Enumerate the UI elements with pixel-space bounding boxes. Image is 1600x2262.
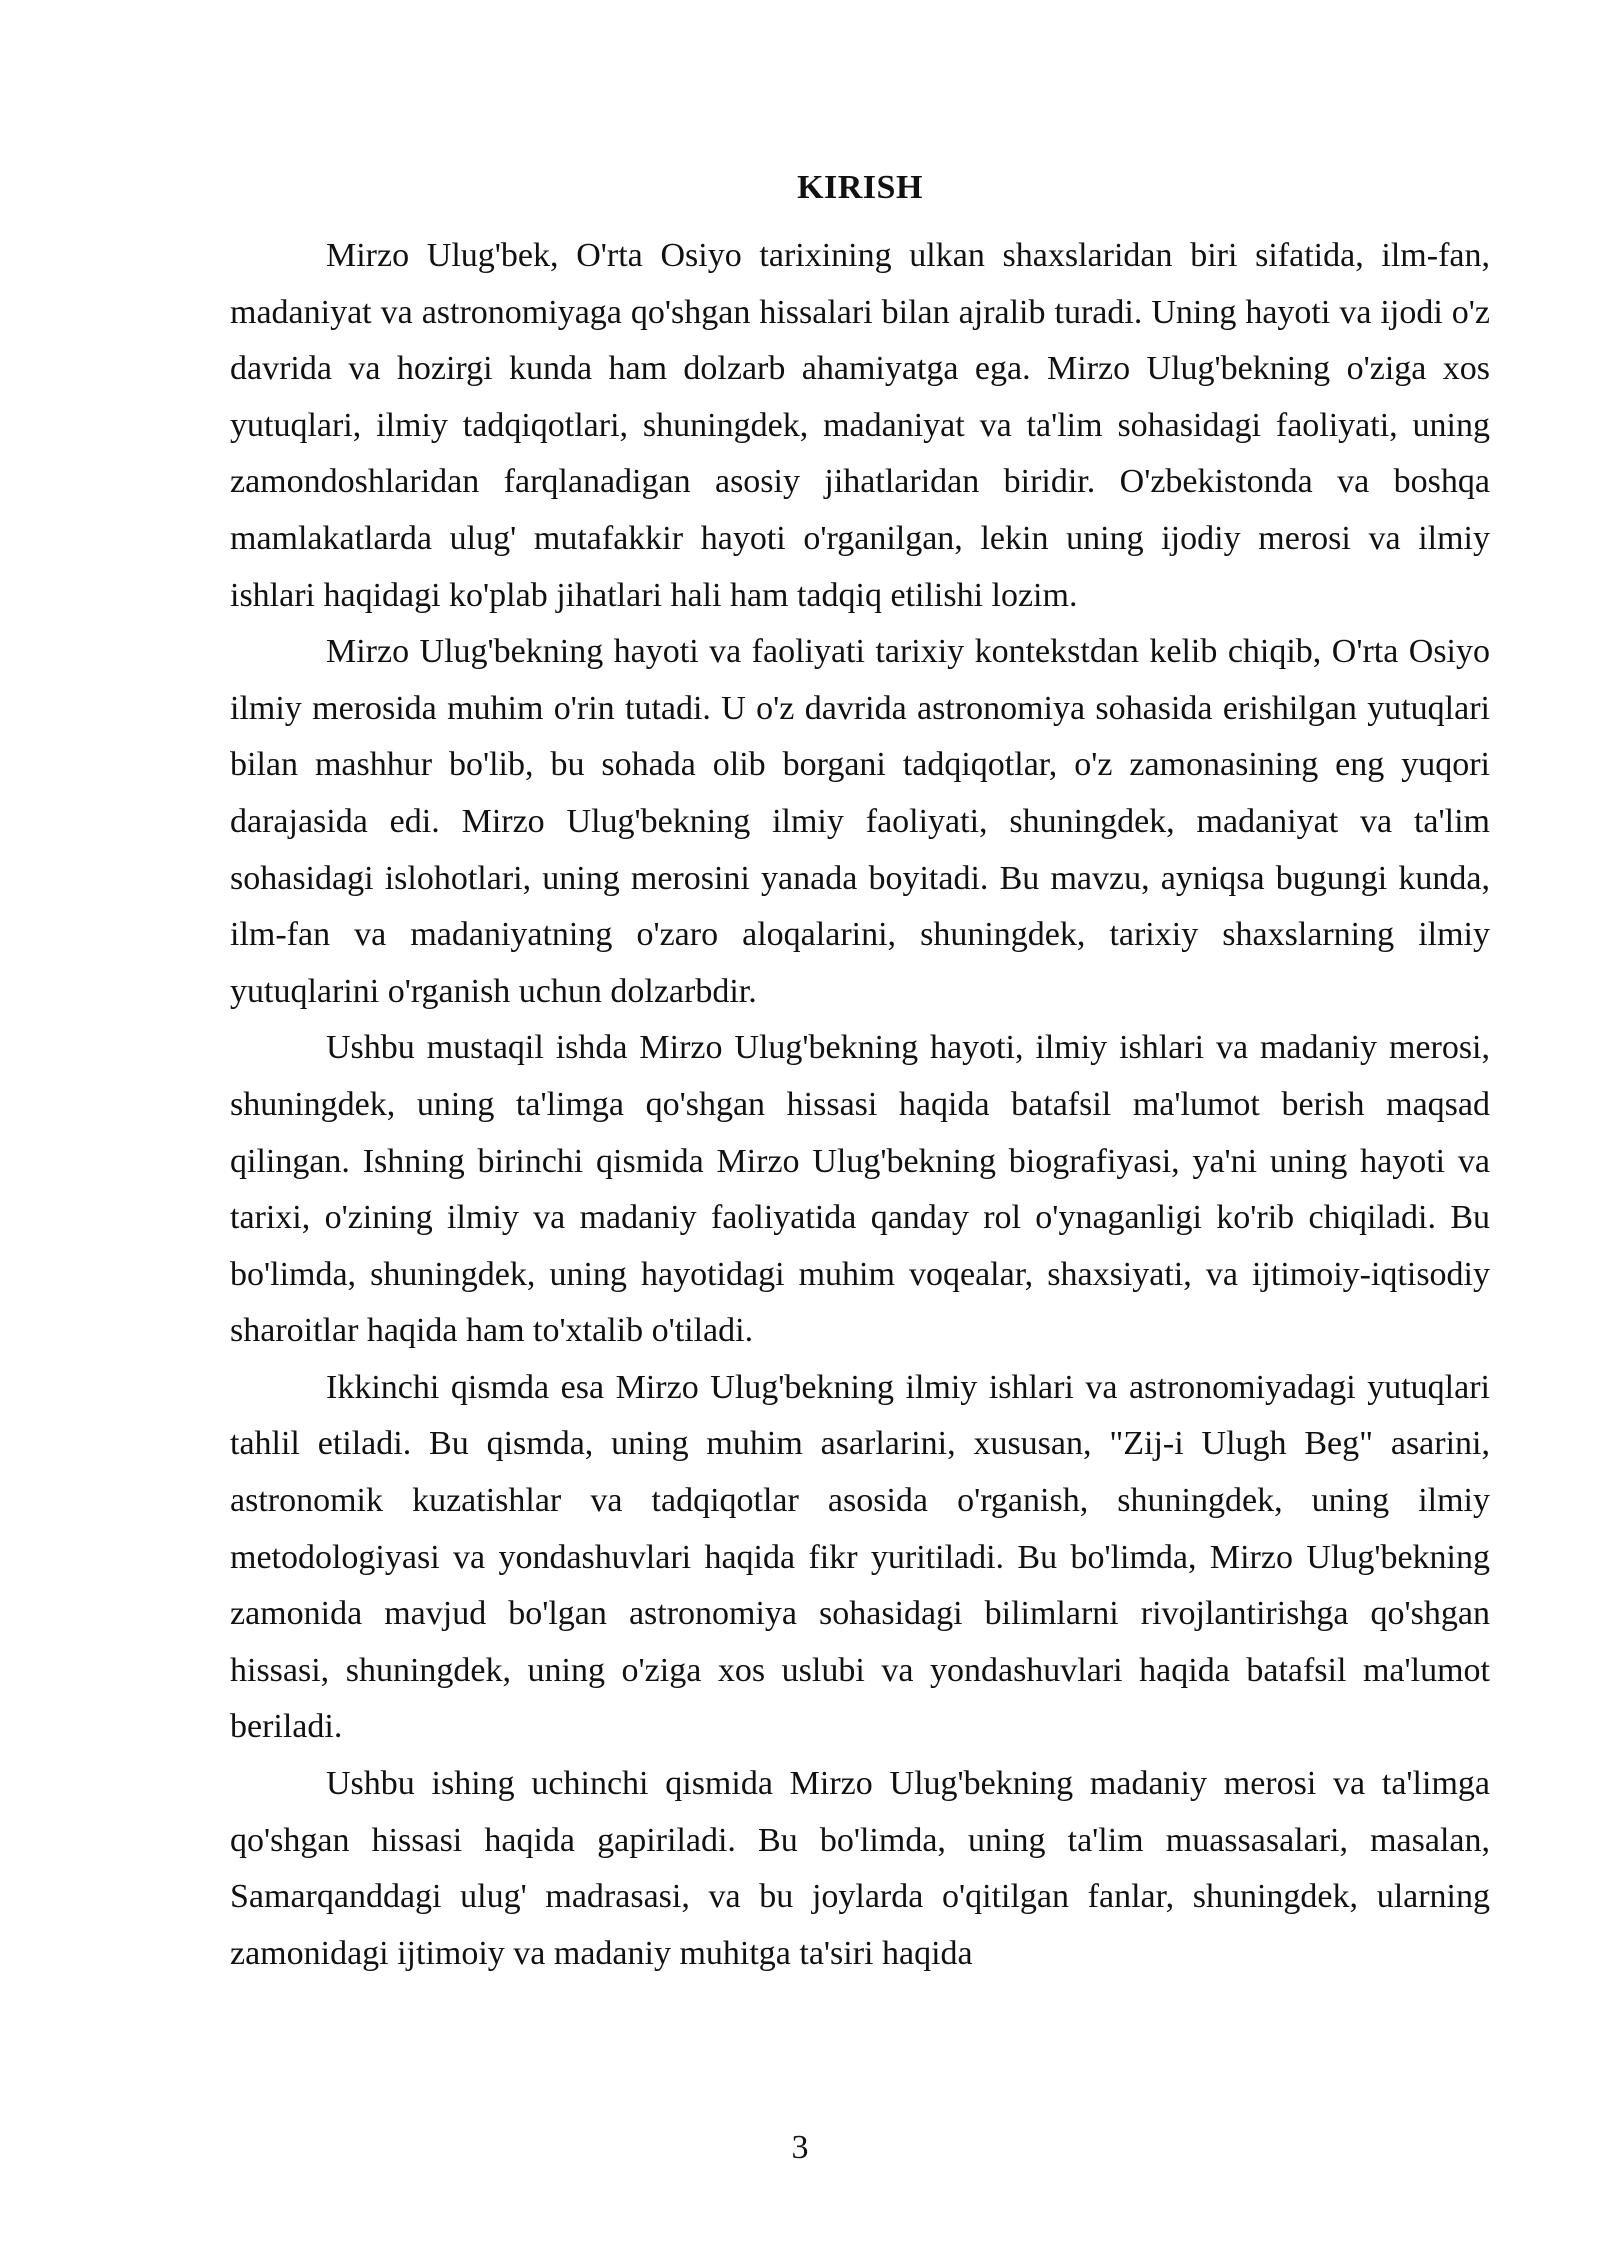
paragraph-3: Ushbu mustaqil ishda Mirzo Ulug'bekning hayoti, ilmiy ishlari va madaniy merosi, shuningdek, uning ta'limga qo'shgan hissasi haqida batafsil ma'lumot berish maqsad qilingan. Ishning birinchi qismida Mirzo Ulug'bekning biografiyasi, ya'ni uning hayoti va tarixi, o'zining ilmiy va madaniy faoliyatida qanday rol o'ynaganligi ko'rib chiqiladi. Bu bo'limda, shuningdek, uning hayotidagi muhim voqealar, shaxsiyati, va ijtimoiy-iqtisodiy sharoitlar haqida ham to'xtalib o'tiladi. <box>230 1029 1490 1350</box>
paragraph-1: Mirzo Ulug'bek, O'rta Osiyo tarixining ulkan shaxslaridan biri sifatida, ilm-fan, madaniyat va astronomiyaga qo'shgan hissalari bilan ajralib turadi. Uning hayoti va ijodi o'z davrida va hozirgi kunda ham dolzarb ahamiyatga ega. Mirzo Ulug'bekning o'ziga xos yutuqlari, ilmiy tadqiqotlari, shuningdek, madaniyat va ta'lim sohasidagi faoliyati, uning zamondoshlaridan farqlanadigan asosiy jihatlaridan biridir. O'zbekistonda va boshqa mamlakatlarda ulug' mutafakkir hayoti o'rganilgan, lekin uning ijodiy merosi va ilmiy ishlari haqidagi ko'plab jihatlari hali ham tadqiq etilishi lozim. <box>230 237 1490 614</box>
section-title: KIRISH <box>797 169 923 206</box>
page-content <box>230 160 1490 1982</box>
page-number: 3 <box>791 2129 809 2166</box>
paragraph-4: Ikkinchi qismda esa Mirzo Ulug'bekning ilmiy ishlari va astronomiyadagi yutuqlari tahlil etiladi. Bu qismda, uning muhim asarlarini, xususan, "Zij-i Ulugh Beg" asarini, astronomik kuzatishlar va tadqiqotlar asosida o'rganish, shuningdek, uning ilmiy metodologiyasi va yondashuvlari haqida fikr yuritiladi. Bu bo'limda, Mirzo Ulug'bekning zamonida mavjud bo'lgan astronomiya sohasidagi bilimlarni rivojlantirishga qo'shgan hissasi, shuningdek, uning o'ziga xos uslubi va yondashuvlari haqida batafsil ma'lumot beriladi. <box>230 1368 1490 1746</box>
paragraph-2: Mirzo Ulug'bekning hayoti va faoliyati tarixiy kontekstdan kelib chiqib, O'rta Osiyo ilmiy merosida muhim o'rin tutadi. U o'z davrida astronomiya sohasida erishilgan yutuqlari bilan mashhur bo'lib, bu sohada olib borgani tadqiqotlar, o'z zamonasining eng yuqori darajasida edi. Mirzo Ulug'bekning ilmiy faoliyati, shuningdek, madaniyat va ta'lim sohasidagi islohotlari, uning merosini yanada boyitadi. Bu mavzu, ayniqsa bugungi kunda, ilm-fan va madaniyatning o'zaro aloqalarini, shuningdek, tarixiy shaxslarning ilmiy yutuqlarini o'rganish uchun dolzarbdir. <box>230 633 1490 1010</box>
paragraph-5: Ushbu ishing uchinchi qismida Mirzo Ulug'bekning madaniy merosi va ta'limga qo'shgan hissasi haqida gapiriladi. Bu bo'limda, uning ta'lim muassasalari, masalan, Samarqanddagi ulug' madrasasi, va bu joylarda o'qitilgan fanlar, shuningdek, ularning zamonidagi ijtimoiy va madaniy muhitga ta'siri haqida <box>230 1765 1490 1972</box>
